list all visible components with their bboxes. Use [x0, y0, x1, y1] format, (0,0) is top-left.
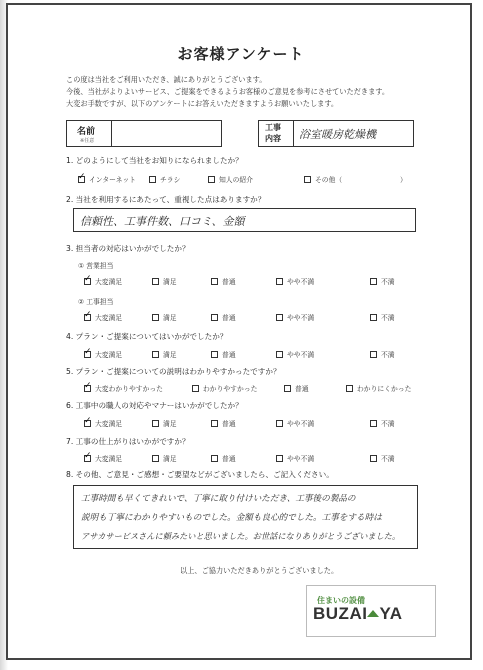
q5-option-normal[interactable]: 普通	[284, 383, 309, 393]
q2-answer: 信頼性、工事件数、口コミ、金額	[80, 215, 245, 228]
checkbox[interactable]	[152, 351, 159, 358]
q1-option-other[interactable]: その他（	[304, 174, 342, 184]
q6-option-2[interactable]	[152, 418, 177, 428]
option-label: 普通	[222, 278, 236, 286]
q3-section-construction: ② 工事担当	[78, 298, 114, 306]
checkbox[interactable]	[152, 420, 159, 427]
q6-option-3[interactable]	[211, 418, 236, 428]
q6-option-1[interactable]	[84, 418, 122, 428]
option-label: 大変満足	[95, 455, 123, 463]
option-label: やや不満	[287, 420, 315, 428]
checkbox[interactable]	[370, 278, 377, 285]
intro-line-2: 今後、当社がよりよいサービス、ご提案をできるようお客様のご意見を参考にさせていただきます。	[66, 87, 390, 96]
checkbox[interactable]	[211, 420, 218, 427]
option-label: 大変満足	[95, 314, 123, 322]
q4-option-3[interactable]	[211, 349, 236, 359]
q8-text: 8. その他、ご意見・ご感想・ご要望などがございましたら、ご記入ください。	[66, 470, 334, 479]
q3b-option-1[interactable]	[84, 312, 122, 322]
q8-line-2: 説明も丁寧にわかりやすいものでした。金額も良心的でした。工事をする時は	[81, 513, 382, 523]
option-label: 満足	[163, 420, 177, 428]
checkbox[interactable]	[149, 176, 156, 183]
work-content-field[interactable]	[258, 120, 414, 147]
option-label: 不満	[381, 455, 395, 463]
q4-option-1[interactable]	[84, 349, 122, 359]
q7-option-5[interactable]	[370, 453, 395, 463]
checkbox[interactable]	[276, 455, 283, 462]
q8-comment-box[interactable]	[73, 485, 418, 549]
q3a-option-2[interactable]	[152, 276, 177, 286]
option-label: 不満	[381, 314, 395, 322]
checkbox-checked[interactable]	[84, 351, 91, 358]
q4-option-2[interactable]	[152, 349, 177, 359]
name-label: 名前	[77, 127, 96, 137]
option-label: 満足	[163, 455, 177, 463]
option-label: やや不満	[287, 455, 315, 463]
checkbox-checked[interactable]	[84, 385, 91, 392]
q1-text: 1. どのようにして当社をお知りになられましたか？	[66, 156, 243, 165]
name-optional-note: ※任意	[80, 138, 95, 144]
option-label: 普通	[222, 314, 236, 322]
intro-line-1: この度は当社をご利用いただき、誠にありがとうございます。	[66, 75, 267, 84]
q5-option-clear[interactable]: わかりやすかった	[192, 383, 257, 393]
q3a-option-1[interactable]	[84, 276, 122, 286]
checkbox-checked[interactable]	[84, 455, 91, 462]
q6-text: 6. 工事中の職人の対応やマナーはいかがでしたか？	[66, 401, 243, 410]
survey-sheet	[6, 3, 472, 660]
option-label: 大変満足	[95, 420, 123, 428]
checkbox[interactable]	[211, 278, 218, 285]
checkbox[interactable]	[370, 351, 377, 358]
survey-title: お客様アンケート	[177, 45, 305, 63]
work-content-value: 浴室暖房乾燥機	[299, 128, 376, 141]
checkbox[interactable]	[211, 314, 218, 321]
checkbox[interactable]	[208, 176, 215, 183]
option-label: やや不満	[287, 278, 315, 286]
q3-section-sales: ① 営業担当	[78, 262, 114, 270]
q2-text: 2. 当社を利用するにあたって、重視した点はありますか？	[66, 195, 266, 204]
footer-thanks: 以上、ご協力いただきありがとうございました。	[180, 566, 339, 575]
q7-text: 7. 工事の仕上がりはいかがですか？	[66, 437, 190, 446]
q8-line-1: 工事時間も早くてきれいで、丁寧に取り付けいただき、工事後の製品の	[81, 494, 356, 504]
option-label: 満足	[163, 278, 177, 286]
work-label-2: 内容	[265, 134, 281, 143]
checkbox[interactable]	[211, 351, 218, 358]
checkbox-checked[interactable]	[84, 420, 91, 427]
q4-text: 4. プラン・ご提案についてはいかがでしたか？	[66, 332, 228, 341]
option-label: 満足	[163, 351, 177, 359]
q3a-option-5[interactable]	[370, 276, 395, 286]
q5-option-very-clear[interactable]: ✓大変わかりやすかった	[84, 383, 163, 393]
checkbox[interactable]	[370, 420, 377, 427]
q4-option-4[interactable]	[276, 349, 314, 359]
logo-tagline: 住まいの設備	[317, 596, 365, 605]
q5-option-unclear[interactable]: わかりにくかった	[346, 383, 411, 393]
option-label: 不満	[381, 278, 395, 286]
option-label: 普通	[222, 420, 236, 428]
checkbox-checked[interactable]	[78, 176, 85, 183]
option-label: 満足	[163, 314, 177, 322]
checkbox[interactable]	[276, 314, 283, 321]
work-label-cell	[259, 121, 294, 146]
checkbox[interactable]	[152, 455, 159, 462]
checkbox[interactable]	[276, 278, 283, 285]
q7-option-2[interactable]	[152, 453, 177, 463]
checkbox-checked[interactable]	[84, 314, 91, 321]
q3-text: 3. 担当者の対応はいかがでしたか？	[66, 244, 190, 253]
q8-line-3: アサカサービスさんに頼みたいと思いました。お世話になりありがとうございました。	[81, 531, 401, 541]
q3a-option-4[interactable]	[276, 276, 314, 286]
q3b-option-5[interactable]	[370, 312, 395, 322]
q7-option-3[interactable]	[211, 453, 236, 463]
name-label-cell	[67, 121, 112, 146]
q1-option-internet[interactable]: ✓インターネット	[78, 174, 136, 184]
q4-option-5[interactable]	[370, 349, 395, 359]
checkbox[interactable]	[276, 420, 283, 427]
q1-option-referral[interactable]: 知人の紹介	[208, 174, 253, 184]
q6-option-4[interactable]	[276, 418, 314, 428]
q3b-option-3[interactable]	[211, 312, 236, 322]
q6-option-5[interactable]	[370, 418, 395, 428]
q7-option-4[interactable]	[276, 453, 314, 463]
checkbox[interactable]	[346, 385, 353, 392]
option-label: やや不満	[287, 314, 315, 322]
option-label: 普通	[222, 455, 236, 463]
option-label: 大変満足	[95, 351, 123, 359]
checkbox[interactable]	[211, 455, 218, 462]
checkbox[interactable]	[370, 455, 377, 462]
checkbox[interactable]	[276, 351, 283, 358]
checkbox[interactable]	[192, 385, 199, 392]
q1-option-flyer[interactable]: チラシ	[149, 174, 180, 184]
checkbox[interactable]	[370, 314, 377, 321]
house-icon	[367, 610, 379, 617]
checkbox[interactable]	[152, 314, 159, 321]
q2-answer-box[interactable]	[73, 208, 416, 232]
q3b-option-2[interactable]	[152, 312, 177, 322]
checkbox[interactable]	[152, 278, 159, 285]
work-label-1: 工事	[265, 123, 281, 132]
q3b-option-4[interactable]	[276, 312, 314, 322]
q3a-option-3[interactable]	[211, 276, 236, 286]
option-label: 不満	[381, 420, 395, 428]
checkbox[interactable]	[284, 385, 291, 392]
option-label: 不満	[381, 351, 395, 359]
intro-line-3: 大変お手数ですが、以下のアンケートにお答えいただきますようお願いいたします。	[66, 99, 339, 108]
q1-other-close: ）	[400, 176, 407, 184]
option-label: 普通	[222, 351, 236, 359]
logo-wordmark: BUZAI YA	[313, 604, 403, 623]
option-label: やや不満	[287, 351, 315, 359]
checkbox-checked[interactable]	[84, 278, 91, 285]
company-logo	[306, 585, 436, 637]
option-label: 大変満足	[95, 278, 123, 286]
checkbox[interactable]	[304, 176, 311, 183]
name-field[interactable]	[66, 120, 222, 147]
q5-text: 5. プラン・ご提案についての説明はわかりやすかったですか？	[66, 367, 281, 376]
q7-option-1[interactable]	[84, 453, 122, 463]
